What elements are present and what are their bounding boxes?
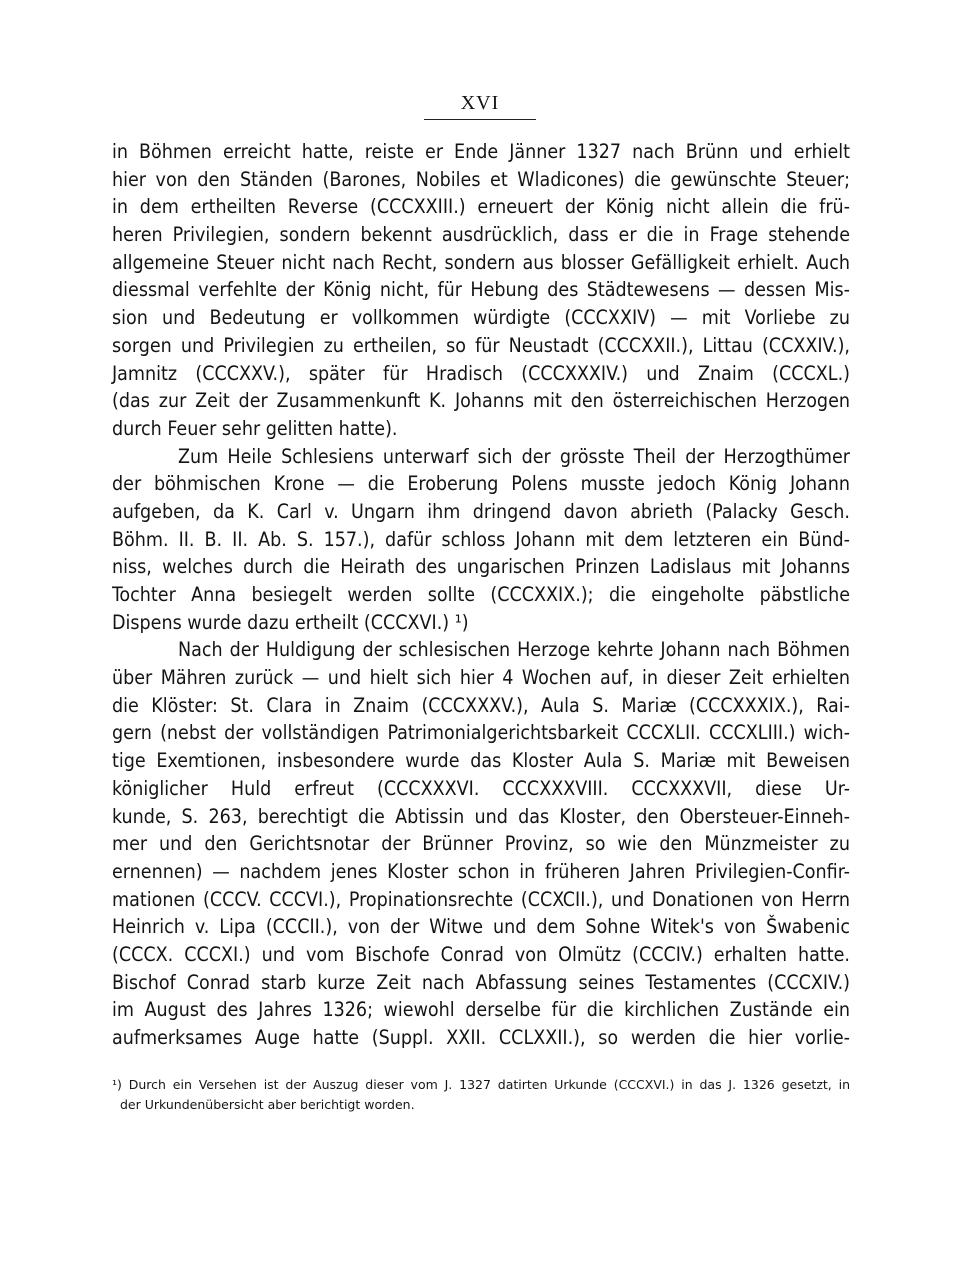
text-line: gern (nebst der vollständigen Patrimonialgerichtsbarkeit CCCXLII. CCCXLIII.) wich-: [112, 721, 850, 745]
footnote-line: der Urkundenübersicht aber berichtigt worden.: [120, 1097, 415, 1112]
text-line: Zum Heile Schlesiens unterwarf sich der grösste Theil der Herzogthümer: [178, 444, 850, 468]
text-line: niss, welches durch die Heirath des ungarischen Prinzen Ladislaus mit Johanns: [112, 555, 850, 579]
text-line: ernennen) — nachdem jenes Kloster schon in früheren Jahren Privilegien-Confir-: [112, 859, 850, 883]
text-line: diessmal verfehlte der König nicht, für Hebung des Städtewesens — dessen Mis-: [112, 278, 850, 302]
text-line: Heinrich v. Lipa (CCCII.), von der Witwe und dem Sohne Witek's von Šwabenic: [112, 915, 850, 939]
text-line: Tochter Anna besiegelt werden sollte (CCCXXIX.); die eingeholte päbstliche: [112, 583, 850, 606]
text-line: Jamnitz (CCCXXV.), später für Hradisch (CCCXXXIV.) und Znaim (CCCXL.): [112, 361, 850, 385]
text-line: Dispens wurde dazu ertheilt (CCCXVI.) ¹): [112, 610, 469, 634]
header-rule: [424, 119, 536, 120]
page-number: XVI: [460, 92, 500, 114]
text-line: kunde, S. 263, berechtigt die Abtissin und das Kloster, den Obersteuer-Einneh-: [112, 804, 850, 828]
body-text: [112, 138, 850, 1052]
text-line: (CCCX. CCCXI.) und vom Bischofe Conrad von Olmütz (CCCIV.) erhalten hatte.: [112, 942, 850, 966]
text-line: allgemeine Steuer nicht nach Recht, sondern aus blosser Gefälligkeit erhielt. Auch: [112, 250, 850, 274]
text-line: mer und den Gerichtsnotar der Brünner Provinz, so wie den Münzmeister zu: [112, 832, 850, 856]
text-line: der böhmischen Krone — die Eroberung Polens musste jedoch König Johann: [112, 472, 850, 496]
text-line: aufmerksames Auge hatte (Suppl. XXII. CCLXXII.), so werden die hier vorlie-: [112, 1026, 850, 1049]
text-line: in dem ertheilten Reverse (CCCXXIII.) erneuert der König nicht allein die frü-: [112, 195, 850, 219]
text-line: im August des Jahres 1326; wiewohl derselbe für die kirchlichen Zustände ein: [112, 998, 850, 1022]
text-line: Böhm. II. B. II. Ab. S. 157.), dafür schloss Johann mit dem letzteren ein Bünd-: [112, 527, 850, 551]
text-line: aufgeben, da K. Carl v. Ungarn ihm dringend davon abrieth (Palacky Gesch.: [112, 499, 850, 523]
footnotes: [112, 1075, 850, 1115]
text-line: königlicher Huld erfreut (CCCXXXVI. CCCXXXVIII. CCCXXXVII, diese Ur-: [112, 776, 850, 800]
text-line: (das zur Zeit der Zusammenkunft K. Johanns mit den österreichischen Herzogen: [112, 389, 850, 413]
text-line: die Klöster: St. Clara in Znaim (CCCXXXV.), Aula S. Mariæ (CCCXXXIX.), Rai-: [112, 693, 850, 717]
text-line: Nach der Huldigung der schlesischen Herzoge kehrte Johann nach Böhmen: [178, 638, 850, 662]
footnote-line: ¹) Durch ein Versehen ist der Auszug dieser vom J. 1327 datirten Urkunde (CCCXVI.) in das J. 1326 gesetzt, in: [112, 1077, 850, 1092]
text-line: Bischof Conrad starb kurze Zeit nach Abfassung seines Testamentes (CCCXIV.): [112, 970, 850, 994]
text-line: tige Exemtionen, insbesondere wurde das Kloster Aula S. Mariæ mit Beweisen: [112, 749, 850, 773]
text-line: heren Privilegien, sondern bekennt ausdrücklich, dass er die in Frage stehende: [112, 223, 850, 247]
text-line: durch Feuer sehr gelitten hatte).: [112, 416, 398, 440]
text-line: über Mähren zurück — und hielt sich hier 4 Wochen auf, in dieser Zeit erhielten: [112, 666, 850, 690]
text-line: in Böhmen erreicht hatte, reiste er Ende Jänner 1327 nach Brünn und erhielt: [112, 140, 850, 163]
text-line: hier von den Ständen (Barones, Nobiles et Wladicones) die gewünschte Steuer;: [112, 167, 850, 191]
text-line: sion und Bedeutung er vollkommen würdigte (CCCXXIV) — mit Vorliebe zu: [112, 306, 850, 330]
text-line: mationen (CCCV. CCCVI.), Propinationsrechte (CCXCII.), und Donationen von Herrn: [112, 887, 850, 911]
text-line: sorgen und Privilegien zu ertheilen, so für Neustadt (CCCXXII.), Littau (CCXXIV.),: [112, 333, 850, 357]
